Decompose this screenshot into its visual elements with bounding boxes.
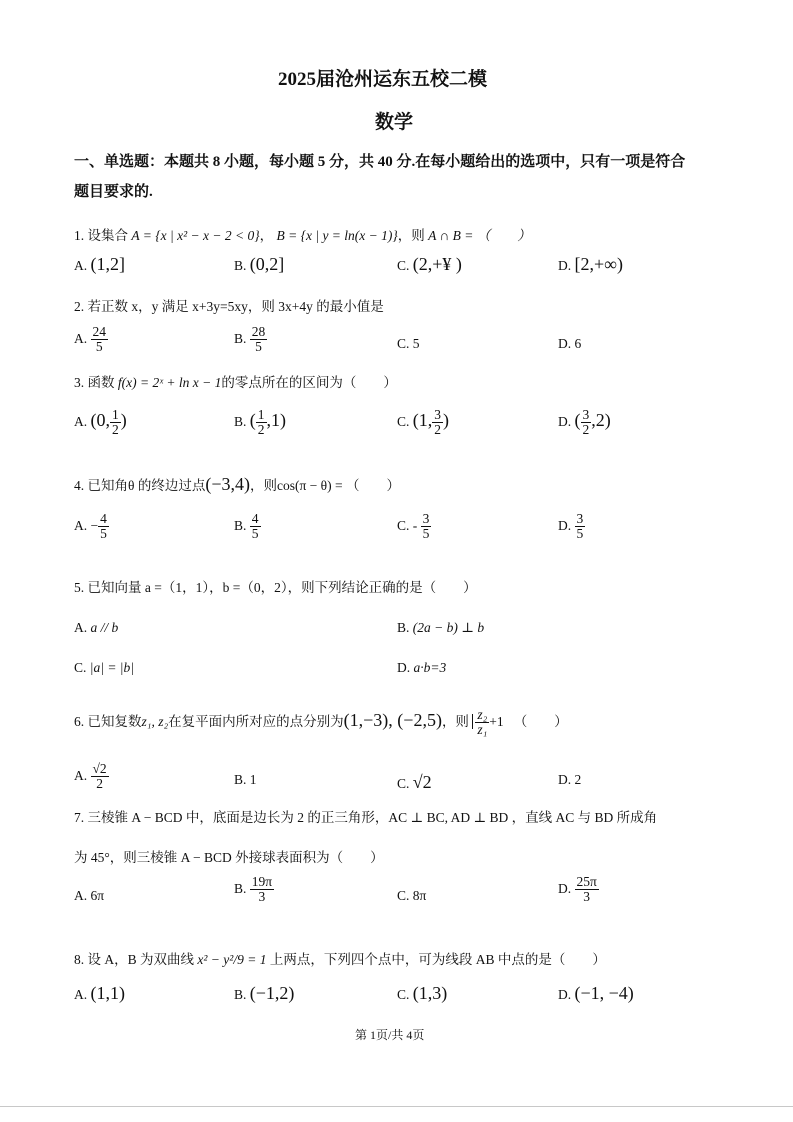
option-4d: D. $\frac{3}{5}$ [558, 511, 584, 542]
question-text: 设集合 [87, 228, 128, 243]
question-text: 已知向量 a =（1，1），b =（0，2），则下列结论正确的是（ ） [87, 580, 477, 595]
option-4c: C. - $\frac{3}{5}$ [397, 511, 430, 542]
fraction: $\frac{25\pi}{3}$ [576, 874, 597, 905]
fraction: $\frac{28}{5}$ [251, 324, 266, 355]
fraction: $\frac{4}{5}$ [100, 511, 107, 542]
question-5-stem [74, 576, 477, 596]
question-number: 2. [74, 299, 85, 314]
option-7c: C. 8π [397, 888, 427, 903]
set-a-expr: A = {x | x² − x − 2 < 0} [131, 228, 260, 243]
page-bottom-divider [0, 1106, 793, 1107]
question-1-stem: 1. 设集合 A = {x | x² − x − 2 < 0}， B = {x | y = ln(x − 1)}，则 A ∩ B = （ ） [74, 228, 531, 243]
hyperbola-expr: x² − y²/9 = 1 [197, 952, 267, 967]
question-7-stem [74, 806, 657, 826]
option-3c: C. (1, $\frac{3}{2}$ ) [397, 407, 450, 438]
option-5a: A. a // b [74, 620, 119, 635]
option-8b: B. (−1,2) [234, 983, 295, 1003]
question-6-stem [74, 708, 568, 737]
subject-title: 数学 [375, 112, 414, 133]
question-text: 设 A，B 为双曲线 [87, 952, 195, 967]
question-text: +1 （ ） [489, 713, 568, 729]
option-4b: B. $\frac{4}{5}$ [234, 511, 259, 542]
fraction: $\frac{24}{5}$ [92, 324, 106, 355]
option-8c: C. (1,3) [397, 983, 448, 1003]
option-value: [2,+∞) [574, 254, 623, 274]
fraction: $\frac{19\pi}{3}$ [251, 874, 273, 905]
question-text: 已知复数 [87, 713, 142, 729]
question-text: ，则 [249, 478, 277, 493]
option-5d: D. a·b=3 [397, 660, 447, 675]
option-5b: B. (2a − b) ⊥ b [397, 620, 485, 635]
option-6b: B. 1 [234, 772, 257, 787]
option-6d: D. 2 [558, 772, 582, 787]
point-expr: (−3,4) [205, 474, 250, 494]
fraction: $\frac{1}{2}$ [112, 407, 119, 438]
vars-expr: z₁, z₂ [141, 713, 169, 729]
fraction: $\frac{3}{2}$ [582, 407, 590, 438]
option-7d: D. $\frac{25\pi}{3}$ [558, 874, 597, 905]
option-value: (0,2] [249, 254, 285, 274]
option-7a: A. 6π [74, 888, 105, 903]
option-2b: B. $\frac{28}{5}$ [234, 324, 266, 355]
fraction: $\frac{\text{z₂}}{\text{z₁}}$ [477, 707, 488, 738]
fraction: $\frac{3}{5}$ [422, 511, 430, 542]
question-number: 1. [74, 228, 85, 243]
option-value: (2,+¥ ) [412, 254, 462, 274]
option-4a: A. − $\frac{4}{5}$ [74, 511, 107, 542]
fraction: $\frac{4}{5}$ [251, 511, 259, 542]
page-footer: 第 1页/共 4页 [355, 1028, 425, 1042]
intersection-expr: A ∩ B = （ ） [428, 228, 531, 243]
option-3d: D. ( $\frac{3}{2}$ ,2) [558, 407, 611, 438]
fraction: $\frac{3}{5}$ [576, 511, 584, 542]
question-number: 5. [74, 580, 85, 595]
option-7b: B. $\frac{19\pi}{3}$ [234, 874, 273, 905]
question-text: 三棱锥 A − BCD 中，底面是边长为 2 的正三角形，AC ⊥ BC, AD ⊥ BD ，直线 AC 与 BD 所成角 [87, 810, 658, 825]
option-2c: C. 5 [397, 336, 420, 351]
question-3-stem [74, 371, 397, 391]
question-7-stem-cont: 为 45°，则三棱锥 A − BCD 外接球表面积为（ ） [74, 850, 384, 865]
function-expr: f(x) = 2ˣ + ln x − 1 [117, 375, 222, 390]
option-1d: D. [2,+∞) [558, 254, 623, 274]
option-1a: A. (1,2] [74, 254, 125, 274]
question-text: 上两点，下列四个点中，可为线段 AB 中点的是（ ） [269, 952, 606, 967]
option-2a: A. $\frac{24}{5}$ [74, 324, 106, 355]
question-2-stem [74, 295, 384, 315]
option-2d: D. 6 [558, 336, 582, 351]
option-8d: D. (−1, −4) [558, 983, 634, 1003]
option-3b: B. ( $\frac{1}{2}$ ,1) [234, 407, 287, 438]
option-6c: C. √2 [397, 772, 432, 792]
section-heading: 一、单选题：本题共 8 小题，每小题 5 分，共 40 分.在每小题给出的选项中，只有一项是符合 [74, 154, 686, 170]
question-text: 在复平面内所对应的点分别为 [168, 713, 344, 729]
option-1b: B. (0,2] [234, 254, 285, 274]
option-8a: A. (1,1) [74, 983, 125, 1003]
question-number: 6. [74, 713, 85, 729]
question-number: 4. [74, 478, 85, 493]
abs-bar [472, 707, 489, 738]
question-8-stem [74, 948, 606, 968]
question-4-stem [74, 474, 400, 495]
section-heading-cont: 题目要求的. [74, 184, 153, 200]
question-text: 的零点所在的区间为（ ） [221, 375, 397, 390]
option-5c: C. |a| = |b| [74, 660, 134, 675]
option-1c: C. (2,+¥ ) [397, 254, 462, 274]
question-text: ，则 [397, 228, 425, 243]
question-number: 7. [74, 810, 85, 825]
set-b-expr: B = {x | y = ln(x − 1)} [276, 228, 398, 243]
option-value: (1,2] [90, 254, 125, 274]
option-3a: A. (0, $\frac{1}{2}$ ) [74, 407, 127, 438]
question-number: 8. [74, 952, 85, 967]
fraction: $\frac{3}{2}$ [434, 407, 442, 438]
cos-expr: cos(π − θ) = （ ） [276, 478, 400, 493]
fraction: $\frac{1}{2}$ [257, 407, 265, 438]
question-number: 3. [74, 375, 85, 390]
option-6a: A. $\frac{√2}{2}$ [74, 761, 107, 792]
page-title: 2025届沧州运东五校二模 [278, 69, 488, 90]
question-text: 已知角θ 的终边过点 [87, 478, 206, 493]
question-text: ，则 [441, 713, 469, 729]
fraction: $\frac{√2}{2}$ [92, 761, 107, 792]
points-expr: (1,−3), (−2,5) [343, 709, 442, 730]
question-text: 函数 [87, 375, 115, 390]
question-text: 若正数 x，y 满足 x+3y=5xy，则 3x+4y 的最小值是 [87, 299, 384, 314]
